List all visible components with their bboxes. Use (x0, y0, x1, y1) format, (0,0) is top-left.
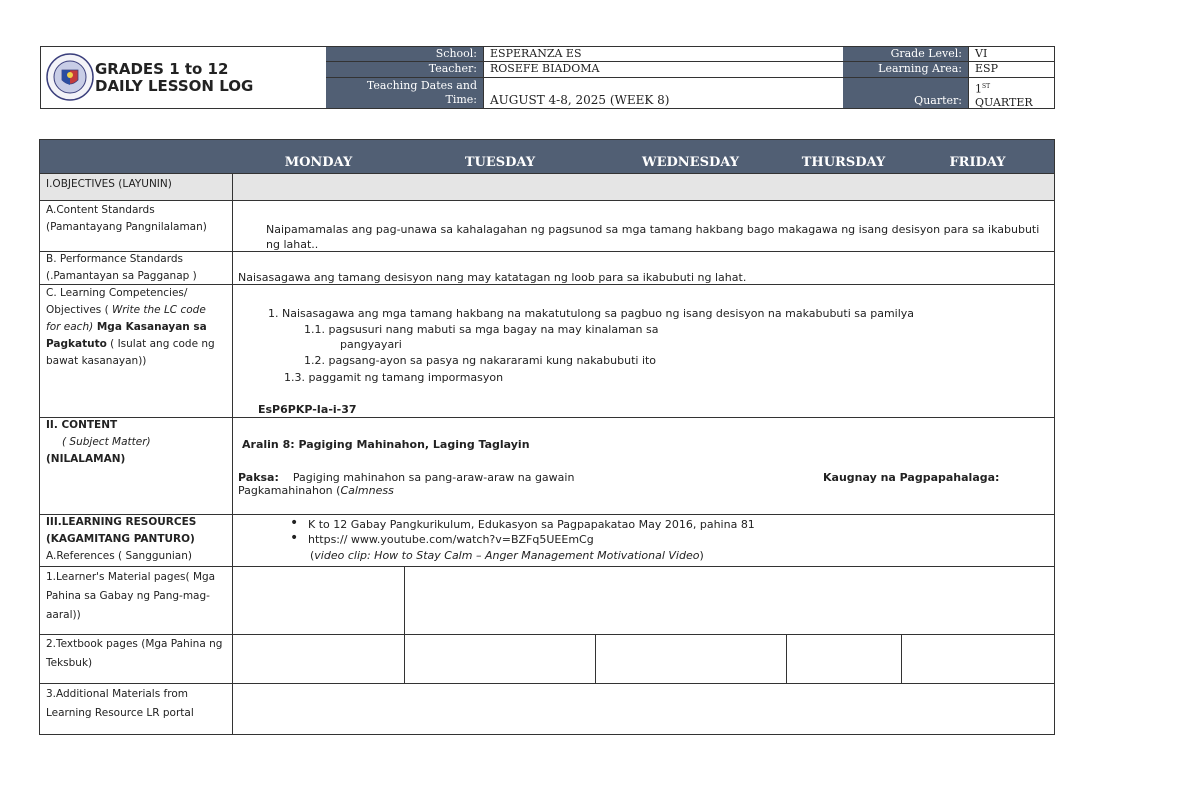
quarter-ordinal: ST (982, 83, 991, 90)
objectives-row (40, 173, 1054, 200)
competencies-label-line5: bawat kasanayan)) (46, 355, 147, 367)
textbook-pages-line1: 2.Textbook pages (Mga Pahina ng (46, 638, 223, 650)
reference-item-2: https:// www.youtube.com/watch?v=BZFq5UEEmCg (308, 533, 594, 546)
competency-sub-1-1-cont: pangyayari (340, 338, 402, 351)
teaching-dates-label-line2: Time: (445, 93, 477, 106)
reference-item-1: K to 12 Gabay Pangkurikulum, Edukasyon sa Pagpapakatao May 2016, pahina 81 (308, 518, 755, 531)
competencies-label-line3a: for each) (46, 321, 94, 333)
learners-material-line1: 1.Learner's Material pages( Mga (46, 571, 216, 583)
additional-materials-line1: 3.Additional Materials from (46, 688, 188, 700)
reference-item-3-close: ) (699, 549, 704, 562)
lesson-log-table (39, 139, 1055, 735)
content-standards-text (266, 222, 1051, 252)
row-divider (40, 566, 1054, 567)
quarter-word: QUARTER (975, 95, 1033, 109)
competencies-label-line4 (46, 336, 215, 353)
learning-area-label: Learning Area: (843, 62, 968, 78)
performance-standards-label (46, 251, 197, 285)
competency-item-1: 1. Naisasagawa ang mga tamang hakbang na makatutulong sa pagbuo ng isang desisyon na makabubuti sa pamilya (268, 307, 915, 320)
lesson-log-header (40, 46, 1055, 109)
paksa-label: Paksa: (238, 471, 279, 484)
kaugnay-label: Kaugnay na Pagpapahalaga: (823, 471, 1000, 484)
resources-label-line2: (KAGAMITANG PANTURO) (46, 533, 195, 545)
competency-code: EsP6PKP-Ia-i-37 (258, 403, 357, 416)
performance-standards-label-line2: (.Pamantayan sa Pagganap ) (46, 270, 197, 282)
row-divider (40, 200, 1054, 201)
additional-materials-label (46, 685, 194, 723)
learners-material-line2: Pahina sa Gabay ng Pang-mag- (46, 590, 210, 602)
title-line-2: DAILY LESSON LOG (95, 77, 254, 95)
day-header-friday: FRIDAY (901, 140, 1054, 173)
row-divider (40, 683, 1054, 684)
paksa-text: Pagiging mahinahon sa pang-araw-araw na gawain (292, 471, 575, 484)
column-divider (786, 634, 787, 683)
teacher-label: Teacher: (326, 62, 483, 78)
column-divider (901, 634, 902, 683)
competencies-label-line4b: ( Isulat ang code ng (106, 338, 215, 350)
content-standards-label-line2: (Pamantayang Pangnilalaman) (46, 221, 207, 233)
teaching-dates-value: AUGUST 4-8, 2025 (WEEK 8) (483, 78, 843, 108)
quarter-label: Quarter: (843, 78, 968, 108)
content-label-line3: (NILALAMAN) (46, 453, 126, 465)
additional-materials-line2: Learning Resource LR portal (46, 707, 194, 719)
column-divider (404, 566, 405, 683)
kaugnay-text (238, 483, 394, 498)
teacher-value: ROSEFE BIADOMA (483, 62, 843, 78)
corner-header-cell (40, 140, 232, 173)
content-standards-text-line1: Naipamamalas ang pag-unawa sa kahalagahan ng pagsunod sa mga tamang hakbang bago makagawa ng isang desisyon para sa ikabubuti (266, 223, 1040, 236)
competency-sub-1-2: 1.2. pagsang-ayon sa pasya ng nakararami kung nakabubuti ito (304, 354, 657, 367)
teaching-dates-label (326, 78, 483, 108)
content-label-line1: II. CONTENT (46, 419, 118, 431)
competencies-label-line3b: Mga Kasanayan sa (93, 321, 207, 333)
competencies-label-line2a: Objectives ( (46, 304, 113, 316)
reference-item-3 (310, 548, 704, 563)
grade-level-value: VI (968, 47, 1054, 62)
competency-sub-1-3: 1.3. paggamit ng tamang impormasyon (284, 371, 504, 384)
page-title (95, 61, 253, 95)
day-header-wednesday: WEDNESDAY (595, 140, 786, 173)
bullet-icon: • (290, 530, 299, 546)
quarter-number: 1 (975, 82, 982, 96)
row-divider (40, 417, 1054, 418)
competencies-label-line3 (46, 319, 215, 336)
learning-resources-label (46, 514, 196, 565)
competencies-label-line1: C. Learning Competencies/ (46, 287, 188, 299)
bullet-icon: • (290, 515, 299, 531)
competencies-label-line2 (46, 302, 215, 319)
learners-material-label (46, 568, 215, 625)
content-standards-label-line1: A.Content Standards (46, 204, 155, 216)
content-standards-label (46, 202, 207, 236)
competency-sub-1-1: 1.1. pagsusuri nang mabuti sa mga bagay na may kinalaman sa (304, 323, 659, 336)
learning-area-value: ESP (968, 62, 1054, 78)
row-divider (40, 173, 1054, 174)
textbook-pages-line2: Teksbuk) (46, 657, 93, 669)
teaching-dates-label-line1: Teaching Dates and (366, 79, 477, 92)
title-line-1: GRADES 1 to 12 (95, 60, 229, 78)
content-label (46, 417, 151, 468)
learners-material-line3: aaral)) (46, 609, 81, 621)
competencies-label-line2b: Write the LC code (112, 304, 206, 316)
header-title-box (41, 47, 327, 108)
reference-item-3-open: ( (310, 549, 315, 562)
resources-label-line1: III.LEARNING RESOURCES (46, 516, 197, 528)
content-standards-text-line2: ng lahat.. (266, 238, 319, 251)
deped-seal-icon (45, 52, 95, 102)
day-header-thursday: THURSDAY (786, 140, 901, 173)
day-header-monday: MONDAY (232, 140, 405, 173)
grade-level-label: Grade Level: (843, 47, 968, 62)
lesson-title: Aralin 8: Pagiging Mahinahon, Laging Taglayin (242, 438, 530, 451)
kaugnay-text-main: Pagkamahinahon ( (238, 484, 341, 497)
content-label-line2: ( Subject Matter) (62, 436, 151, 448)
column-divider (595, 634, 596, 683)
objectives-label: I.OBJECTIVES (LAYUNIN) (46, 178, 172, 190)
performance-standards-text: Naisasagawa ang tamang desisyon nang may katatagan ng loob para sa ikabubuti ng lahat. (238, 271, 747, 284)
reference-item-3-text: video clip: How to Stay Calm – Anger Management Motivational Video (314, 549, 700, 562)
school-value: ESPERANZA ES (483, 47, 843, 62)
resources-label-line3: A.References ( Sanggunian) (46, 550, 192, 562)
column-divider (232, 173, 233, 734)
performance-standards-label-line1: B. Performance Standards (46, 253, 183, 265)
textbook-pages-label (46, 635, 222, 673)
competencies-label-line4a: Pagkatuto (46, 338, 107, 350)
quarter-value (968, 78, 1054, 108)
learning-competencies-label (46, 285, 215, 370)
school-label: School: (326, 47, 483, 62)
kaugnay-text-italic: Calmness (340, 484, 394, 497)
day-header-tuesday: TUESDAY (405, 140, 595, 173)
